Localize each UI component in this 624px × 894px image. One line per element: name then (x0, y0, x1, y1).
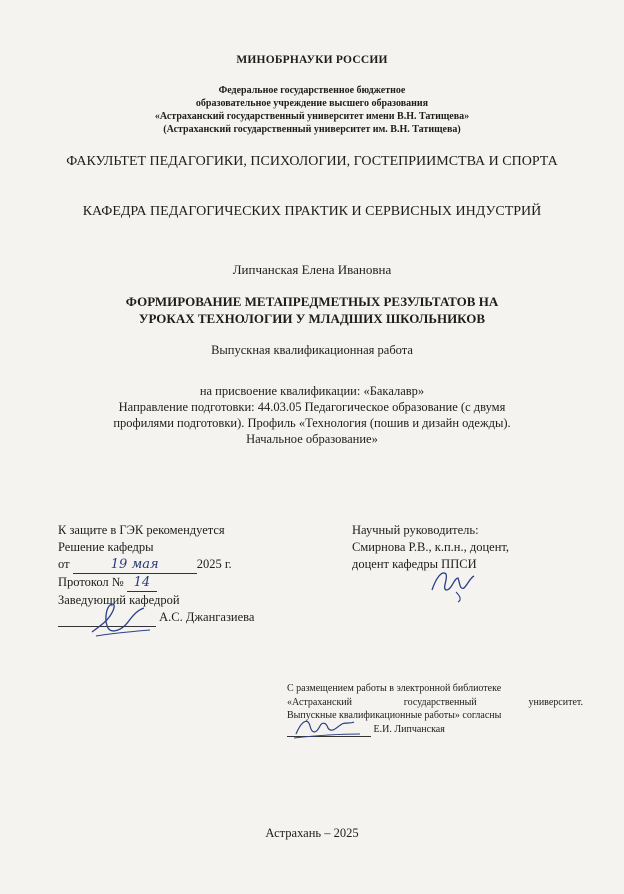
thesis-title (70, 293, 554, 327)
org-line-2: образовательное учреждение высшего образования (195, 98, 429, 109)
ministry-name: МИНОБРНАУКИ РОССИИ (236, 54, 388, 66)
head-signature-image (86, 596, 156, 640)
protocol-label: Протокол № (58, 575, 124, 589)
university-name-block (0, 84, 624, 136)
org-line-4: (Астраханский государственный университет им. В.Н. Татищева) (163, 124, 461, 135)
protocol-field (127, 574, 157, 592)
protocol-line (58, 574, 318, 592)
qualification-block (60, 383, 564, 447)
supervisor-label: Научный руководитель: (352, 523, 479, 537)
head-label: Заведующий кафедрой (58, 593, 180, 607)
supervisor-line-1: Смирнова Р.В., к.п.н., доцент, (352, 540, 510, 554)
org-line-1: Федеральное государственное бюджетное (218, 85, 406, 96)
approval-line-2: Решение кафедры (58, 540, 154, 554)
qualification-line-3: профилями подготовки). Профиль «Технология (пошив и дизайн одежды). (113, 416, 511, 430)
city-year: Астрахань – 2025 (265, 826, 359, 840)
thesis-title-line-1: ФОРМИРОВАНИЕ МЕТАПРЕДМЕТНЫХ РЕЗУЛЬТАТОВ НА (125, 294, 499, 309)
library-signer: Е.И. Липчанская (373, 723, 445, 735)
author-name: Липчанская Елена Ивановна (232, 262, 392, 277)
qualification-line-2: Направление подготовки: 44.03.05 Педагогическое образование (с двумя (118, 400, 506, 414)
faculty-name: ФАКУЛЬТЕТ ПЕДАГОГИКИ, ПСИХОЛОГИИ, ГОСТЕПРИИМСТВА И СПОРТА (66, 154, 558, 169)
qualification-line-4: Начальное образование» (246, 432, 378, 446)
date-field (73, 556, 197, 574)
approval-date-line (58, 556, 318, 574)
supervisor-signature-image (426, 560, 486, 604)
library-line-3: Выпускные квалификационные работы» согласны (287, 710, 502, 721)
head-name: А.С. Джангазиева (159, 610, 255, 624)
library-line-2: «Астраханский государственный университет. (287, 696, 583, 708)
department-name: КАФЕДРА ПЕДАГОГИЧЕСКИХ ПРАКТИК И СЕРВИСНЫХ ИНДУСТРИЙ (82, 204, 542, 219)
qualification-line-1: на присвоение квалификации: «Бакалавр» (199, 384, 425, 398)
student-signature-image (292, 712, 362, 742)
date-from-label: от (58, 557, 70, 571)
thesis-title-line-2: УРОКАХ ТЕХНОЛОГИИ У МЛАДШИХ ШКОЛЬНИКОВ (138, 311, 486, 326)
org-line-3: «Астраханский государственный университет имени В.Н. Татищева» (154, 111, 470, 122)
handwritten-protocol-number: 14 (133, 575, 151, 590)
approval-line-1: К защите в ГЭК рекомендуется (58, 523, 225, 537)
library-line-1: С размещением работы в электронной библиотеке (287, 683, 502, 694)
supervisor-line-2: доцент кафедры ППСИ (352, 557, 477, 571)
year-label: 2025 г. (196, 557, 232, 571)
work-type: Выпускная квалификационная работа (211, 343, 413, 357)
handwritten-date: 19 мая (110, 557, 159, 572)
